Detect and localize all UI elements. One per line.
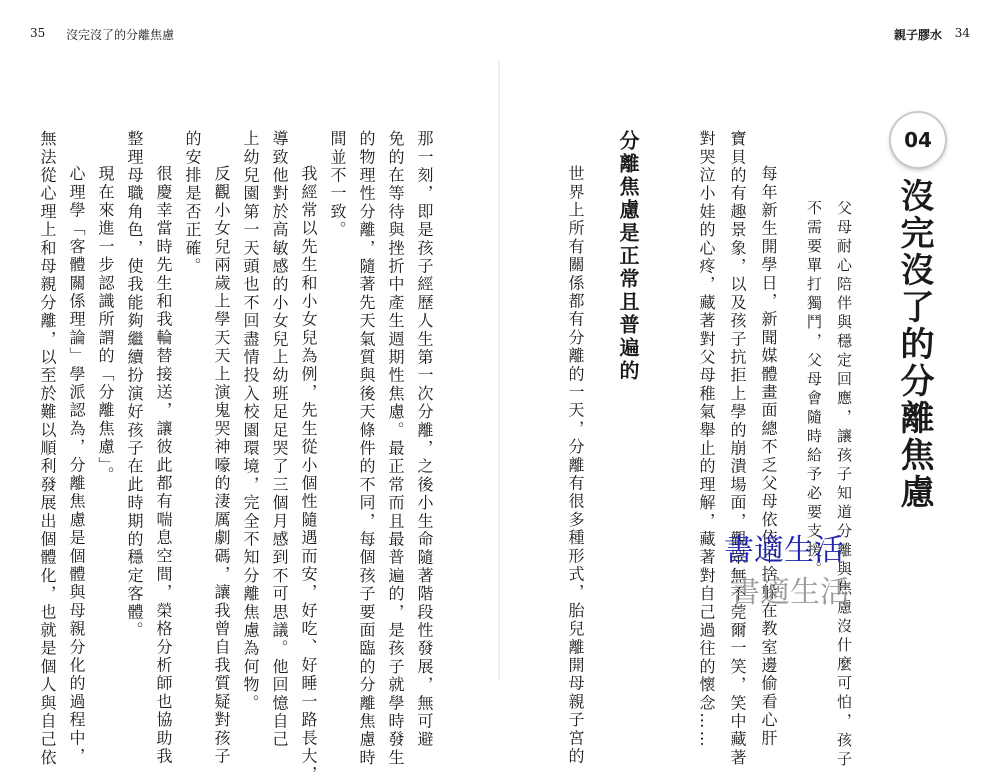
body-line: 反觀小女兒兩歲上學天天上演鬼哭神嚎的淒厲劇碼，讓我曾自我質疑對孩子 — [212, 165, 231, 766]
body-line: 那一刻，即是孩子經歷人生第一次分離，之後小生命隨著階段性發展，無可避 — [415, 130, 434, 749]
intro-quote-line: 不需要單打獨鬥，父母會隨時給予必要支援。 — [805, 200, 823, 580]
body-line: 我經常以先生和小女兒為例，先生從小個性隨遇而安，好吃、好睡一路長大， — [299, 165, 318, 784]
body-line: 現在來進一步認識所謂的「分離焦慮」。 — [96, 165, 115, 485]
body-line: 寶貝的有趣景象，以及孩子抗拒上學的崩潰場面，觀眾無不莞爾一笑，笑中藏著 — [728, 130, 747, 767]
body-line: 無法從心理上和母親分離，以至於難以順利發展出個體化，也就是個人與自己依 — [38, 130, 57, 767]
body-line: 間並不一致。 — [328, 130, 347, 240]
body-line: 世界上所有關係都有分離的一天，分離有很多種形式，胎兒離開母親子宮的 — [566, 165, 585, 766]
watermark-primary: 書適生活 — [724, 533, 844, 568]
body-line: 很慶幸當時先生和我輪替接送，讓彼此都有喘息空間，榮格分析師也協助我 — [154, 165, 173, 766]
chapter-title: 沒完沒了的分離焦慮 — [894, 178, 934, 511]
section-heading: 分離焦慮是正常且普遍的 — [616, 130, 640, 383]
watermark-secondary: 書適生活 — [730, 575, 850, 610]
body-line: 上幼兒園第一天頭也不回盡情投入校園環境，完全不知分離焦慮為何物。 — [241, 130, 260, 713]
body-line: 對哭泣小娃的心疼，藏著對父母稚氣舉止的理解，藏著對自己過往的懷念…… — [697, 130, 716, 749]
body-line: 整理母職角色，使我能夠繼續扮演好孩子在此時期的穩定客體。 — [125, 130, 144, 640]
body-line: 的物理性分離，隨著先天氣質與後天條件的不同，每個孩子要面臨的分離焦慮時 — [357, 130, 376, 767]
body-line: 免的在等待與挫折中產生週期性焦慮。最正常而且最普遍的，是孩子就學時發生 — [386, 130, 405, 767]
body-line: 每年新生開學日，新聞媒體畫面總不乏父母依依不捨躲在教室邊偷看心肝 — [759, 165, 778, 748]
body-line: 導致他對於高敏感的小女兒上幼班足足哭了三個月感到不可思議。他回憶自己 — [270, 130, 289, 749]
body-line: 心理學「客體關係理論」學派認為，分離焦慮是個體與母親分化的過程中， — [67, 165, 86, 766]
left-running-title: 沒完沒了的分離焦慮 — [66, 28, 175, 42]
right-running-title: 親子膠水 — [893, 28, 942, 42]
body-line: 的安排是否正確。 — [183, 130, 202, 276]
page-gutter — [498, 60, 500, 680]
intro-quote-line: 父母耐心陪伴與穩定回應，讓孩子知道分離與焦慮沒什麼可怕，孩子 — [835, 200, 853, 770]
right-page-number: 34 — [954, 26, 970, 40]
chapter-number-badge: 04 — [891, 113, 945, 167]
left-page-number: 35 — [30, 26, 46, 40]
